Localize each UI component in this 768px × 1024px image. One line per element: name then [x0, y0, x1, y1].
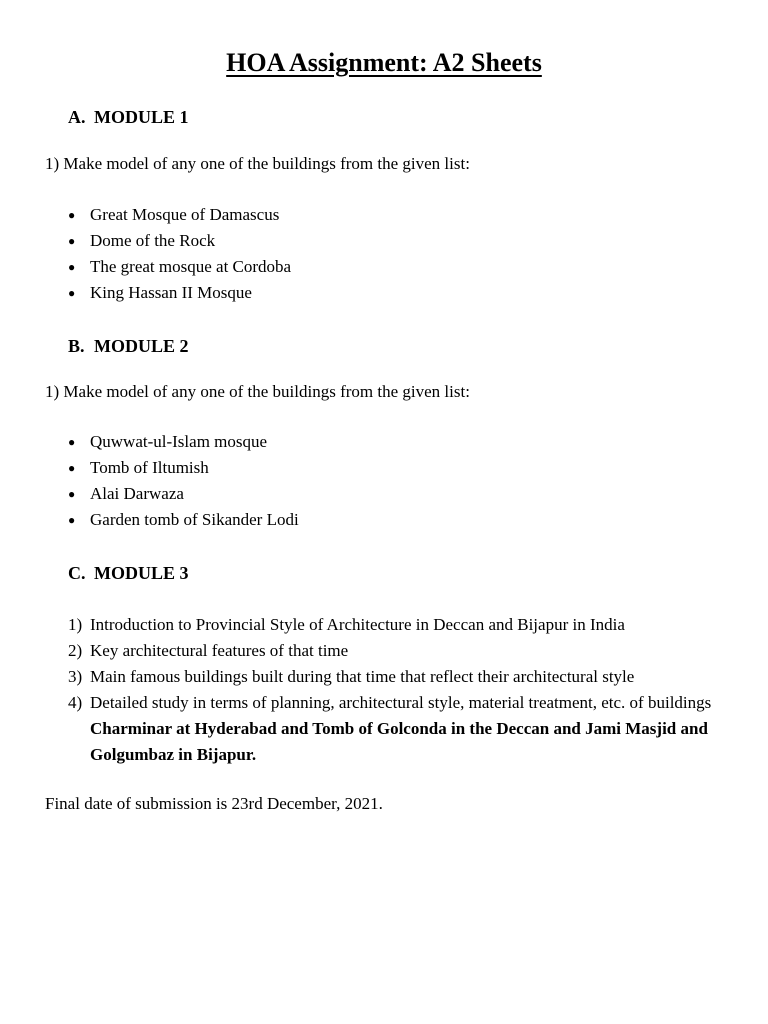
- module-3-topic-list: [68, 612, 728, 768]
- list-item: [68, 507, 299, 533]
- module-1-intro: 1) Make model of any one of the buildings from the given list:: [45, 154, 470, 173]
- list-item: [68, 612, 728, 638]
- module-2-building-list: [68, 429, 299, 533]
- module-2-letter: B.: [68, 336, 85, 356]
- topic-text: Main famous buildings built during that time that reflect their architectural style: [90, 667, 635, 686]
- submission-deadline: Final date of submission is 23rd December, 2021.: [45, 794, 383, 813]
- module-1-title: MODULE 1: [94, 107, 189, 127]
- building-name: Garden tomb of Sikander Lodi: [90, 510, 299, 529]
- building-name: Tomb of Iltumish: [90, 458, 209, 477]
- item-number: 1): [68, 615, 83, 634]
- module-2-heading: [68, 335, 189, 357]
- list-item: [68, 280, 291, 306]
- building-name: King Hassan II Mosque: [90, 283, 252, 302]
- list-item: [68, 664, 728, 690]
- module-3-letter: C.: [68, 563, 86, 583]
- list-item: [68, 690, 728, 768]
- module-2-intro: 1) Make model of any one of the buildings from the given list:: [45, 382, 470, 401]
- module-3-title: MODULE 3: [94, 563, 189, 583]
- module-2-title: MODULE 2: [94, 336, 189, 356]
- building-name: Quwwat-ul-Islam mosque: [90, 432, 268, 451]
- topic-text: Introduction to Provincial Style of Architecture in Deccan and Bijapur in India: [90, 615, 625, 634]
- bullet-icon: ●: [68, 513, 76, 527]
- bullet-icon: ●: [68, 435, 76, 449]
- topic-text-wrapper: [90, 690, 728, 768]
- bullet-icon: ●: [68, 487, 76, 501]
- topic-text: Key architectural features of that time: [90, 641, 349, 660]
- building-name: The great mosque at Cordoba: [90, 257, 292, 276]
- module-1-building-list: [68, 202, 291, 306]
- building-name: Dome of the Rock: [90, 231, 216, 250]
- bullet-icon: ●: [68, 461, 76, 475]
- module-1-heading: [68, 106, 189, 128]
- building-name: Great Mosque of Damascus: [90, 205, 280, 224]
- bullet-icon: ●: [68, 260, 76, 274]
- topic-text: Detailed study in terms of planning, architectural style, material treatment, etc. of buildings: [90, 693, 712, 712]
- module-3-heading: [68, 562, 189, 584]
- list-item: [68, 254, 291, 280]
- bullet-icon: ●: [68, 208, 76, 222]
- list-item: [68, 202, 291, 228]
- building-name: Alai Darwaza: [90, 484, 184, 503]
- list-item: [68, 455, 299, 481]
- list-item: [68, 429, 299, 455]
- list-item: [68, 638, 728, 664]
- item-number: 2): [68, 641, 83, 660]
- page-title: HOA Assignment: A2 Sheets: [226, 48, 542, 77]
- item-number: 4): [68, 693, 83, 712]
- module-1-letter: A.: [68, 107, 86, 127]
- list-item: [68, 481, 299, 507]
- item-number: 3): [68, 667, 83, 686]
- topic-emphasis: Charminar at Hyderabad and Tomb of Golconda in the Deccan and Jami Masjid and Golgumbaz in Bijapur.: [90, 719, 708, 764]
- list-item: [68, 228, 291, 254]
- bullet-icon: ●: [68, 234, 76, 248]
- bullet-icon: ●: [68, 286, 76, 300]
